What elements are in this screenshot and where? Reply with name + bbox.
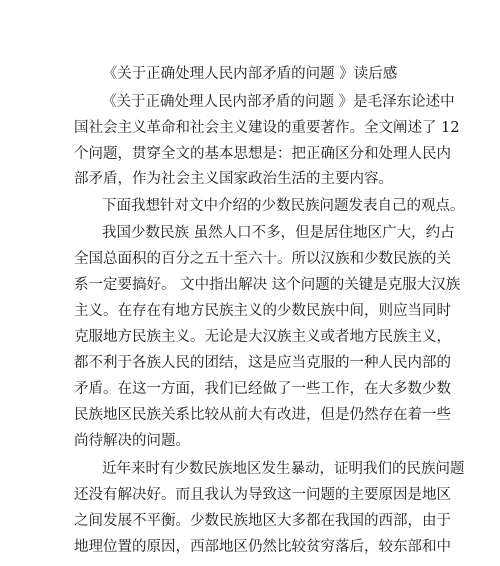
paragraph-4-line-1: 近年来时有少数民族地区发生暴动，证明我们的民族问题 (102, 461, 465, 477)
paragraph-3-line-6: 都不利于各族人民的团结，这是应当克服的一种人民内部的 (74, 355, 451, 371)
paragraph-4-line-2: 还没有解决好。而且我认为导致这一问题的主要原因是地区 (74, 487, 451, 503)
paragraph-3-line-2: 全国总面积的百分之五十至六十。所以汉族和少数民族的关 (74, 251, 451, 267)
paragraph-4-line-3: 之间发展不平衡。少数民族地区大多都在我国的西部，由于 (74, 513, 451, 529)
paragraph-3-line-1: 我国少数民族 虽然人口不多，但是居住地区广大，约占 (102, 225, 455, 241)
paragraph-2-line-1: 下面我想针对文中介绍的少数民族问题发表自己的观点。 (102, 198, 465, 214)
paragraph-3-line-9: 尚待解决的问题。 (74, 433, 190, 449)
paragraph-3-line-3: 系一定要搞好。 文中指出解决 这个问题的关键是克服大汉族 (74, 277, 461, 293)
paragraph-3-line-7: 矛盾。在这一方面，我们已经做了一些工作，在大多数少数 (74, 381, 451, 397)
paragraph-1-line-2: 国社会主义革命和社会主义建设的重要著作。全文阐述了 12 (74, 120, 460, 136)
paragraph-3-line-4: 主义。在存在有地方民族主义的少数民族中间，则应当同时 (74, 303, 451, 319)
paragraph-1-line-3: 个问题，贯穿全文的基本思想是：把正确区分和处理人民内 (74, 146, 451, 162)
paragraph-3-line-8: 民族地区民族关系比较从前大有改进，但是仍然存在着一些 (74, 407, 451, 423)
paragraph-3-line-5: 克服地方民族主义。无论是大汉族主义或者地方民族主义， (74, 329, 451, 345)
document-title: 《关于正确处理人民内部矛盾的问题 》读后感 (102, 66, 398, 82)
paragraph-1-line-4: 部矛盾，作为社会主义国家政治生活的主要内容。 (74, 171, 393, 187)
paragraph-1-line-1: 《关于正确处理人民内部矛盾的问题 》是毛泽东论述中 (102, 94, 455, 110)
paragraph-4-line-4: 地理位置的原因，西部地区仍然比较贫穷落后，较东部和中 (74, 539, 451, 555)
